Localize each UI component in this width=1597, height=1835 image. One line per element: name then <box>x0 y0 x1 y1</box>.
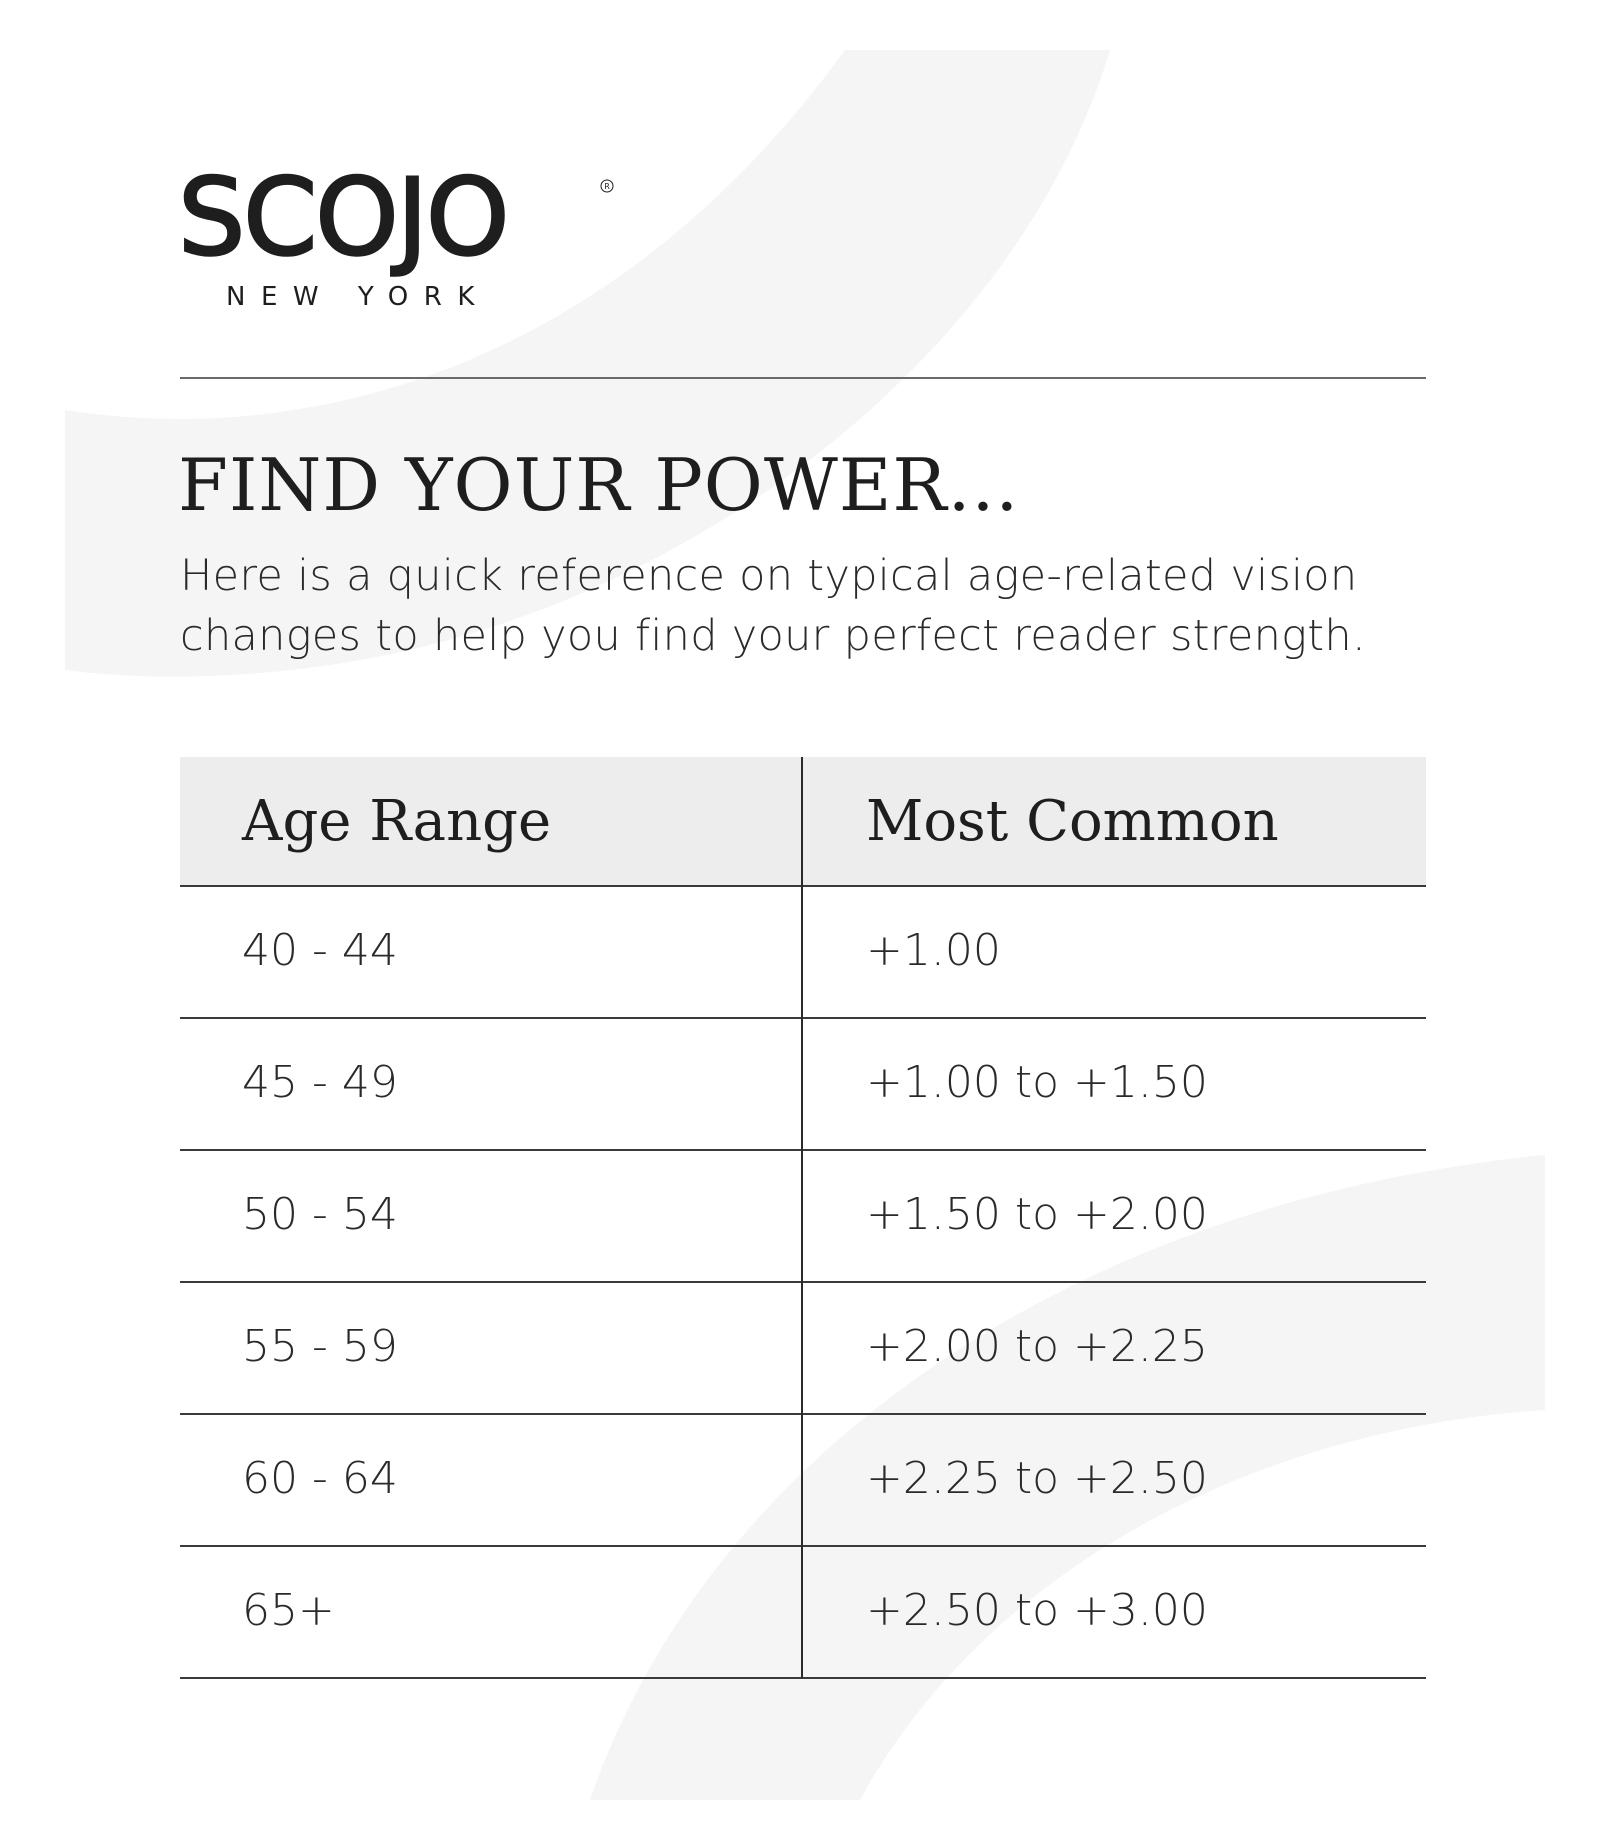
svg-text:R: R <box>604 182 610 191</box>
power-cell: +1.00 <box>866 925 1001 976</box>
header-most-common: Most Common <box>866 789 1279 854</box>
age-cell: 40 - 44 <box>242 925 398 976</box>
power-cell: +1.00 to +1.50 <box>866 1057 1208 1108</box>
age-cell: 50 - 54 <box>242 1189 398 1240</box>
row-divider <box>180 1545 1426 1547</box>
header-divider <box>180 377 1426 379</box>
power-cell: +2.50 to +3.00 <box>866 1585 1208 1636</box>
brand-name: SCOJO <box>178 156 508 279</box>
age-cell: 60 - 64 <box>242 1453 398 1504</box>
power-cell: +2.25 to +2.50 <box>866 1453 1208 1504</box>
age-cell: 65+ <box>242 1585 335 1636</box>
column-divider <box>801 757 803 1678</box>
intro-text: Here is a quick reference on typical age-related vision changes to help you find your perfect reader strength. <box>180 551 1366 661</box>
power-cell: +2.00 to +2.25 <box>866 1321 1208 1372</box>
power-cell: +1.50 to +2.00 <box>866 1189 1208 1240</box>
row-divider <box>180 1677 1426 1679</box>
power-table <box>180 757 1426 1678</box>
header-age-range: Age Range <box>242 789 552 854</box>
age-cell: 55 - 59 <box>242 1321 398 1372</box>
registered-mark-icon <box>600 178 614 192</box>
page-title: FIND YOUR POWER... <box>178 443 1020 527</box>
brand-location: NEW YORK <box>226 282 490 312</box>
age-cell: 45 - 49 <box>242 1057 398 1108</box>
